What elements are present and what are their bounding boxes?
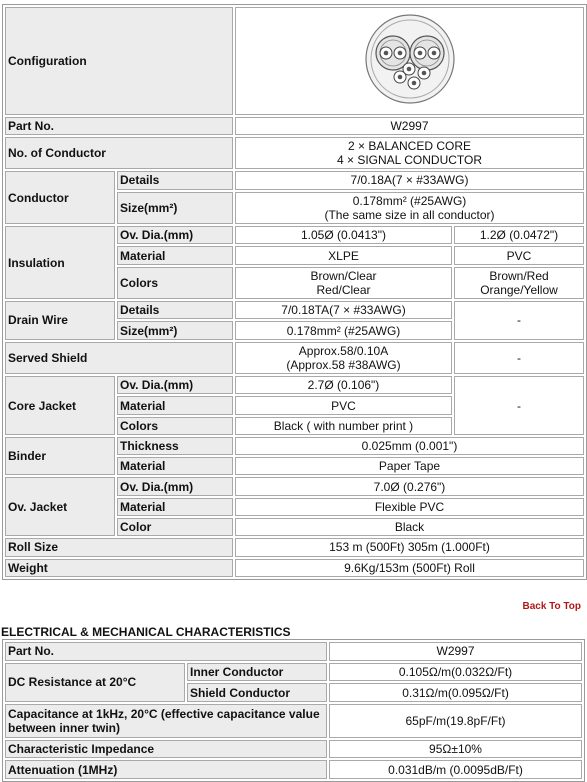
section-title: ELECTRICAL & MECHANICAL CHARACTERISTICS: [1, 625, 291, 639]
dc-resistance-label: DC Resistance at 20°C: [5, 663, 185, 702]
binder-label: Binder: [5, 437, 115, 476]
drain-details-label: Details: [117, 301, 233, 319]
served-shield-signal-dash: -: [454, 342, 584, 374]
core-dia-value: 2.7Ø (0.106"): [235, 376, 452, 394]
core-signal-dash: -: [454, 376, 584, 435]
conductor-count-value: [235, 137, 584, 169]
color-line: Brown/Red: [489, 268, 549, 283]
inner-conductor-value: 0.105Ω/m(0.032Ω/Ft): [329, 663, 582, 682]
back-to-top-link[interactable]: Back To Top: [522, 601, 581, 612]
roll-size-value: 153 m (500Ft) 305m (1.000Ft): [235, 538, 584, 556]
binder-thickness-value: 0.025mm (0.001"): [235, 437, 584, 455]
conductor-details-value: 7/0.18A(7 × #33AWG): [235, 171, 584, 189]
electrical-table: [2, 639, 585, 782]
part-no-label: Part No.: [5, 117, 233, 135]
weight-label: Weight: [5, 559, 233, 577]
jacket-dia-label: Ov. Dia.(mm): [117, 477, 233, 495]
configuration-label: Configuration: [5, 7, 233, 115]
impedance-value: 95Ω±10%: [329, 740, 582, 759]
drain-signal-dash: -: [454, 301, 584, 340]
core-material-label: Material: [117, 396, 233, 414]
cable-cross-section: [235, 7, 584, 115]
insulation-material-label: Material: [117, 246, 233, 264]
cable-cross-section-icon: [364, 13, 456, 105]
served-shield-line: (Approx.58 #38AWG): [286, 357, 401, 372]
core-colors-label: Colors: [117, 417, 233, 435]
capacitance-label: Capacitance at 1kHz, 20°C (effective capacitance value between inner twin): [5, 704, 327, 737]
insulation-colors-signal: [454, 267, 584, 299]
insulation-dia-label: Ov. Dia.(mm): [117, 226, 233, 244]
conductor-size-label: Size(mm²): [117, 192, 233, 224]
drain-size-value: 0.178mm² (#25AWG): [235, 321, 452, 339]
insulation-label: Insulation: [5, 226, 115, 299]
shield-conductor-label: Shield Conductor: [187, 683, 327, 702]
core-material-value: PVC: [235, 396, 452, 414]
conductor-count-line: 4 × SIGNAL CONDUCTOR: [336, 153, 483, 168]
binder-material-value: Paper Tape: [235, 457, 584, 475]
weight-value: 9.6Kg/153m (500Ft) Roll: [235, 559, 584, 577]
elec-part-no-value: W2997: [329, 642, 582, 661]
drain-wire-label: Drain Wire: [5, 301, 115, 340]
insulation-colors-label: Colors: [117, 267, 233, 299]
attenuation-label: Attenuation (1MHz): [5, 760, 327, 779]
jacket-color-label: Color: [117, 518, 233, 536]
drain-size-label: Size(mm²): [117, 321, 233, 339]
inner-conductor-label: Inner Conductor: [187, 663, 327, 682]
served-shield-label: Served Shield: [5, 342, 233, 374]
drain-details-value: 7/0.18TA(7 × #33AWG): [235, 301, 452, 319]
color-line: Red/Clear: [316, 282, 371, 297]
insulation-dia-signal: 1.2Ø (0.0472"): [454, 226, 584, 244]
spec-table: [2, 4, 587, 580]
insulation-material-signal: PVC: [454, 246, 584, 264]
part-no-value: W2997: [235, 117, 584, 135]
color-line: Orange/Yellow: [480, 282, 558, 297]
conductor-label: Conductor: [5, 171, 115, 224]
shield-conductor-value: 0.31Ω/m(0.095Ω/Ft): [329, 683, 582, 702]
conductor-details-label: Details: [117, 171, 233, 189]
jacket-color-value: Black: [235, 518, 584, 536]
insulation-colors-balanced: [235, 267, 452, 299]
jacket-material-value: Flexible PVC: [235, 498, 584, 516]
attenuation-value: 0.031dB/m (0.0095dB/Ft): [329, 760, 582, 779]
capacitance-value: 65pF/m(19.8pF/Ft): [329, 704, 582, 737]
conductor-count-line: 2 × BALANCED CORE: [347, 139, 472, 154]
core-jacket-label: Core Jacket: [5, 376, 115, 435]
elec-part-no-label: Part No.: [5, 642, 327, 661]
conductor-size-line: 0.178mm² (#25AWG): [352, 193, 467, 208]
served-shield-value: [235, 342, 452, 374]
binder-material-label: Material: [117, 457, 233, 475]
insulation-material-balanced: XLPE: [235, 246, 452, 264]
impedance-label: Characteristic Impedance: [5, 740, 327, 759]
roll-size-label: Roll Size: [5, 538, 233, 556]
conductor-size-value: [235, 192, 584, 224]
jacket-material-label: Material: [117, 498, 233, 516]
color-line: Brown/Clear: [310, 268, 377, 283]
jacket-dia-value: 7.0Ø (0.276"): [235, 477, 584, 495]
insulation-dia-balanced: 1.05Ø (0.0413"): [235, 226, 452, 244]
binder-thickness-label: Thickness: [117, 437, 233, 455]
conductor-size-line: (The same size in all conductor): [324, 207, 495, 222]
core-colors-value: Black ( with number print ): [235, 417, 452, 435]
outer-jacket-label: Ov. Jacket: [5, 477, 115, 536]
conductor-count-label: No. of Conductor: [5, 137, 233, 169]
core-dia-label: Ov. Dia.(mm): [117, 376, 233, 394]
served-shield-line: Approx.58/0.10A: [298, 343, 389, 358]
